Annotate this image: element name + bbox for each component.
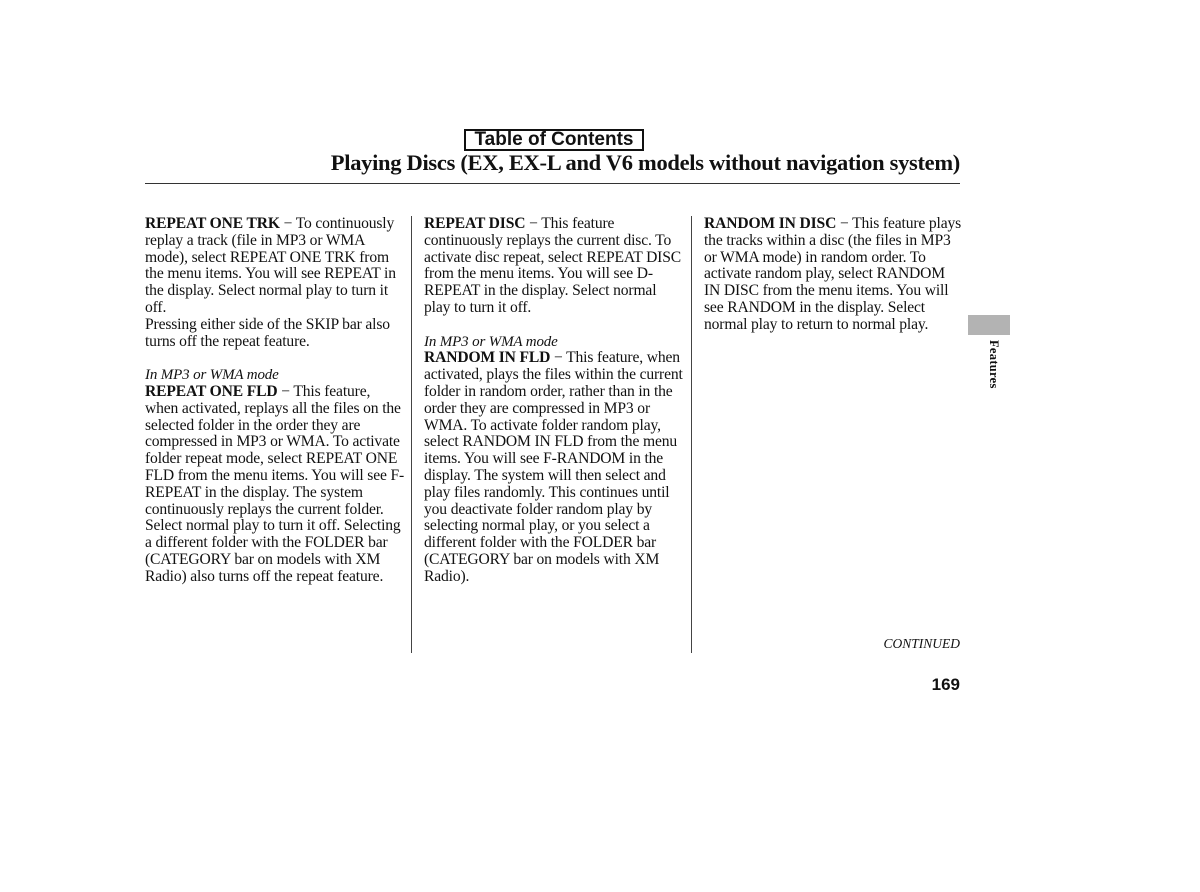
paragraph-repeat-one-trk <box>145 216 407 317</box>
title-rule <box>145 183 960 184</box>
em-dash: − <box>554 349 563 367</box>
em-dash: − <box>839 215 849 232</box>
em-dash: − <box>529 215 538 232</box>
em-dash: − <box>281 382 290 400</box>
column-right <box>704 216 962 334</box>
term-repeat-disc: REPEAT DISC <box>424 215 526 232</box>
column-middle <box>424 216 686 586</box>
continued-label: CONTINUED <box>883 636 960 651</box>
description-text: To continuously replay a track (file in MP3 or WMA mode), select REPEAT ONE TRK from the menu items. You will see REPEAT in the display. Select normal play to turn it off. <box>145 215 396 316</box>
page-title: Playing Discs (EX, EX-L and V6 models without navigation system) <box>330 150 960 175</box>
paragraph-repeat-one-fld <box>145 384 407 586</box>
paragraph-random-in-fld <box>424 350 686 585</box>
column-divider <box>691 216 692 653</box>
mode-note: In MP3 or WMA mode <box>145 367 279 384</box>
em-dash: − <box>283 215 293 232</box>
description-text: This feature, when activated, plays the files within the current folder in random order, rather than in the order they are compressed in MP3 or WMA. To activate folder random play, select RANDOM IN FLD from the menu items. You will see F-RANDOM in the display. The system will then select and play files randomly. This continues until you deactivate folder random play by selecting normal play, or you select a different folder with the FOLDER bar (CATEGORY bar on models with XM Radio). <box>424 349 683 585</box>
description-text: This feature, when activated, replays all the files on the selected folder in the order they are compressed in MP3 or WMA. To activate folder repeat mode, select REPEAT ONE FLD from the menu items. You will see F-REPEAT in the display. The system continuously replays the current folder. Select normal play to turn it off. Selecting a different folder with the FOLDER bar (CATEGORY bar on models with XM Radio) also turns off the repeat feature. <box>145 382 405 585</box>
mode-note: In MP3 or WMA mode <box>424 333 558 350</box>
paragraph-repeat-disc <box>424 216 686 317</box>
column-divider <box>411 216 412 653</box>
column-left <box>145 216 407 586</box>
description-text: This feature plays the tracks within a disc (the files in MP3 or WMA mode) in random order. To activate random play, select RANDOM IN DISC from the menu items. You will see RANDOM in the display. Select normal play to return to normal play. <box>704 215 962 333</box>
page-number: 169 <box>931 675 960 694</box>
paragraph-random-in-disc <box>704 216 962 334</box>
table-of-contents-button[interactable]: Table of Contents <box>464 129 644 151</box>
term-random-in-disc: RANDOM IN DISC <box>704 215 837 232</box>
term-random-in-fld: RANDOM IN FLD <box>424 349 551 367</box>
paragraph-skip-bar-note <box>145 317 407 351</box>
term-repeat-one-fld: REPEAT ONE FLD <box>145 382 278 400</box>
description-text: Pressing either side of the SKIP bar also turns off the repeat feature. <box>145 315 390 350</box>
term-repeat-one-trk: REPEAT ONE TRK <box>145 215 280 232</box>
section-tab-marker <box>968 315 1010 335</box>
description-text: This feature continuously replays the current disc. To activate disc repeat, select REPEAT DISC from the menu items. You will see D-REPEAT in the display. Select normal play to turn it off. <box>424 215 681 316</box>
section-tab-label: Features <box>987 340 1001 389</box>
